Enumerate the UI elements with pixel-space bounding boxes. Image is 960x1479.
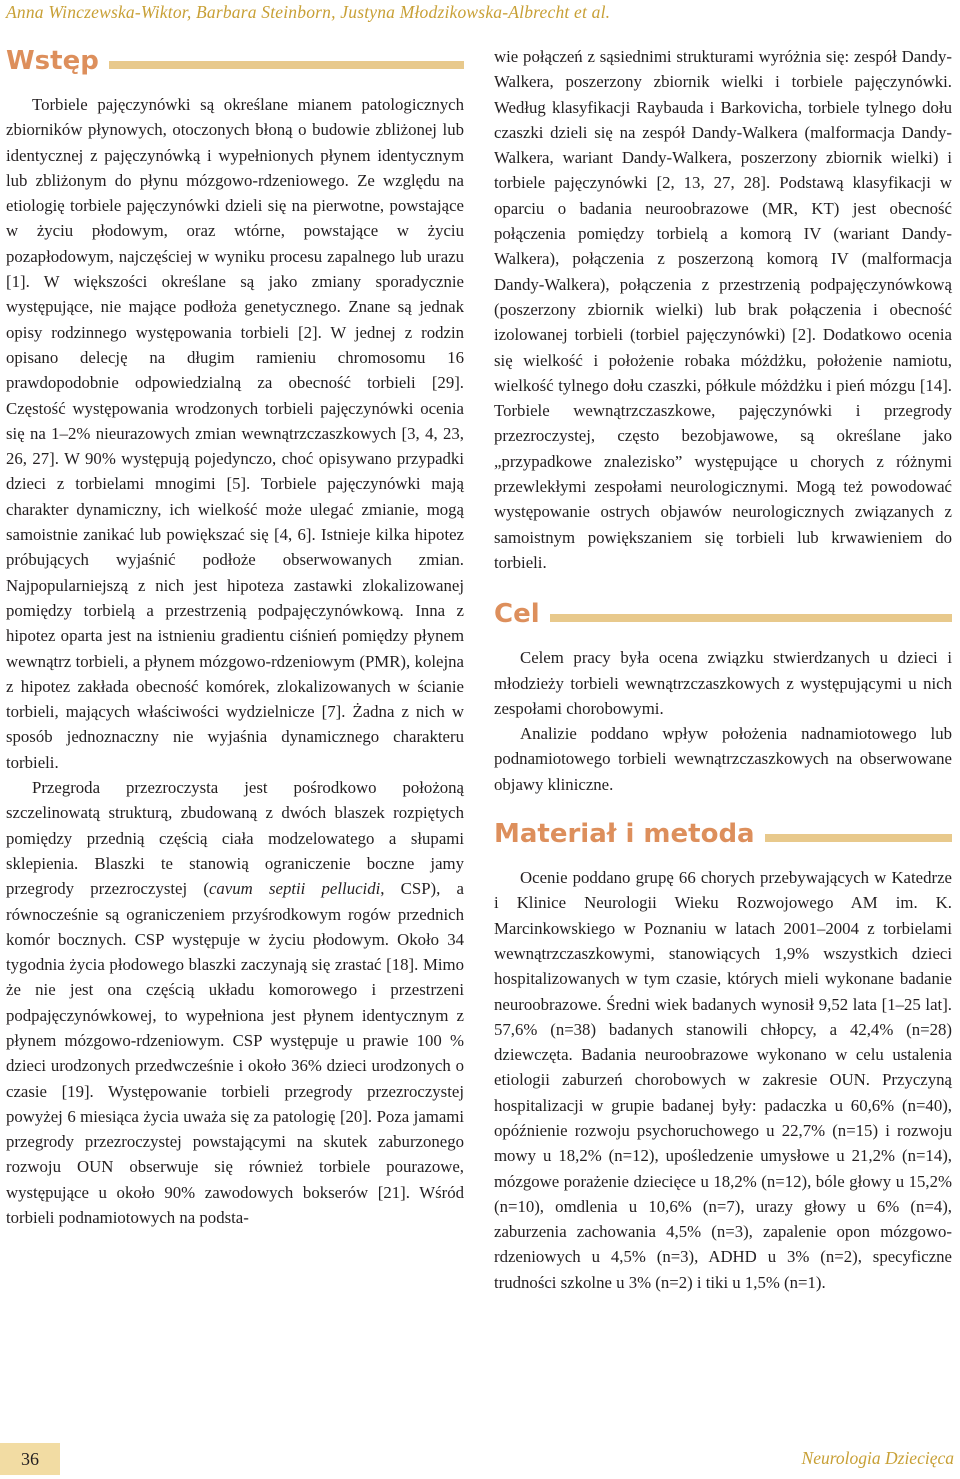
- section-heading-material: [494, 817, 952, 851]
- page-number: 36: [0, 1443, 60, 1475]
- section-title: Materiał i metoda: [494, 819, 755, 850]
- paragraph: Ocenie poddano grupę 66 chorych przebywających w Katedrze i Klinice Neurologii Wieku Rozwojowego AM im. K. Marcinkowskiego w Poznaniu w latach 2001–2004 z torbielami wewnątrzczaszkowymi, stanowiących 1,9% wszystkich dzieci hospitalizowanych w tym czasie, których mieli wykonane badanie neuroobrazowe. Średni wiek badanych wynosił 9,52 lata [1–25 lat]. 57,6% (n=38) badanych stanowili chłopcy, a 42,4% (n=28) dziewczęta. Badania neuroobrazowe wykonano w celu ustalenia etiologii zaburzeń chorobowych w zakresie OUN. Przyczyną hospitalizacji w grupie badanej były: padaczka u 60,6% (n=40), opóźnienie rozwoju psychoruchowego u 22,7% (n=15) i rozwoju mowy u 18,2% (n=12), upośledzenie umysłowe u 21,2% (n=14), mózgowe porażenie dziecięce u 18,2% (n=12), bóle głowy u 15,2% (n=10), omdlenia u 10,6% (n=7), urazy głowy u 6% (n=4), zaburzenia zachowania 4,5% (n=3), zapalenie opon mózgowo-rdzeniowych u 4,5% (n=3), ADHD u 3% (n=2), specyficzne trudności szkolne u 3% (n=2) i tiki u 1,5% (n=1).: [494, 868, 952, 1292]
- heading-rule: [550, 614, 952, 622]
- right-column: [494, 44, 952, 1295]
- section-title: Cel: [494, 599, 540, 630]
- text-run: Przegroda przezroczysta jest pośrodkowo położoną szczelinowatą strukturą, zbudowaną z dwóch blaszek rozpiętych pomiędzy przednią częścią ciała modzelowatego a słupami sklepienia. Blaszki te stanowią ograniczenie boczne jamy przegrody przezroczystej (: [6, 778, 464, 899]
- paragraph: Torbiele pajęczynówki są określane mianem patologicznych zbiorników płynowych, otoczonych błoną o budowie zbliżonej lub identycznej z pajęczynówką i wypełnionych płynem identycznym lub zbliżonym do płynu mózgowo-rdzeniowego. Ze względu na etiologię torbiele pajęczynówki dzieli się na pierwotne, powstające w życiu płodowym, oraz wtórne, powstające w życiu pozapłodowym, najczęściej w wyniku procesu zapalnego lub urazu [1]. W większości określane są jako zmiany sporadycznie występujące, nie mające podłoża genetycznego. Znane są jednak opisy rodzinnego występowania torbieli [2]. W jednej z rodzin opisano delecję na długim ramieniu chromosomu 16 prawdopodobnie odpowiedzialną za obecność torbieli [29]. Częstość występowania wrodzonych torbieli pajęczynówki ocenia się na 1–2% nieurazowych zmian wewnątrzczaszkowych [3, 4, 23, 26, 27]. W 90% występują pojedynczo, choć opisywano przypadki dzieci z torbielami mnogimi [5]. Torbiele pajęczynówki mają charakter dynamiczny, ich wielkość może ulegać zmianie, mogą samoistnie zanikać lub powiększać się [4, 6]. Istnieje kilka hipotez próbujących wyjaśnić podłoże obserwowanych zmian. Najpopularniejszą z nich jest hipoteza zastawki zlokalizowanej pomiędzy torbielą a przestrzenią podpajęczynówkową. Inna z hipotez oparta jest na istnieniu gradientu ciśnień pomiędzy płynem wewnątrz torbieli, a płynem mózgowo-rdzeniowym (PMR), kolejna z hipotez zakłada obecność komórek, zlokalizowanych w ścianie torbieli, mających właściwości wydzielnicze [7]. Żadna z nich w sposób jednoznaczny nie wyjaśnia dynamicznego charakteru torbieli.: [6, 95, 464, 772]
- journal-name: Neurologia Dziecięca: [801, 1448, 954, 1468]
- section-title: Wstęp: [6, 46, 99, 76]
- left-column: [6, 44, 464, 1230]
- paragraph: wie połączeń z sąsiednimi strukturami wyróżnia się: zespół Dandy-Walkera, poszerzony zbiornik wielki i torbiele pajęczynówki. Według klasyfikacji Raybauda i Barkovicha, torbiele tylnego dołu czaszki dzieli się na zespół Dandy-Walkera (malformacja Dandy-Walkera, wariant Dandy-Walkera, poszerzony zbiornik wielki) i torbiele pajęczynówki [2, 13, 27, 28]. Podstawą klasyfikacji w oparciu o badania neuroobrazowe (MR, KT) jest obecność połączenia pomiędzy torbielą a komorą IV (wariant Dandy-Walkera), połączenia z poszerzoną komorą IV (malformacja Dandy-Walkera), połączenia z przestrzenią podpajęczynówkową (poszerzony zbiornik wielki) lub brak połączenia i obecność izolowanej torbieli (torbiel pajęczynówki) [2]. Dodatkowo ocenia się wielkość i położenie robaka móżdżku, położenie namiotu, wielkość tylnego dołu czaszki, półkule móżdżku i pień mózgu [14]. Torbiele wewnątrzczaszkowe, pajęczynówki i przegrody przezroczystej, często bezobjawowe, są określane jako „przypadkowe znalezisko” występujące u chorych z różnymi przewlekłymi zespołami neurologicznymi. Mogą też powodować występowanie ostrych objawów neurologicznych związanych z samoistnym powiększaniem się torbieli lub krwawieniem do torbieli.: [494, 47, 952, 572]
- section-heading-cel: [494, 597, 952, 631]
- heading-rule: [109, 61, 464, 69]
- paragraph: Celem pracy była ocena związku stwierdzanych u dzieci i młodzieży torbieli wewnątrzczaszkowych z występującymi u nich zespołami chorobowymi.: [494, 648, 952, 718]
- continued-paragraph: [494, 44, 952, 575]
- running-header-authors: Anna Winczewska-Wiktor, Barbara Steinborn, Justyna Młodzikowska-Albrecht et al.: [6, 2, 611, 22]
- heading-rule: [765, 834, 952, 842]
- section-heading-wstep: [6, 44, 464, 78]
- paragraph: Analizie poddano wpływ położenia nadnamiotowego lub podnamiotowego torbieli wewnątrzczaszkowych na obserwowane objawy kliniczne.: [494, 724, 952, 794]
- text-run: , CSP), a równocześnie są ograniczeniem przyśrodkowym rogów przednich komór bocznych. CSP występuje w życiu płodowym. Około 34 tygodnia życia płodowego blaszki zaczynają się zrastać [18]. Mimo że nie jest ona częścią układu komorowego i przestrzeni podpajęczynówkowej, to wypełniona jest płynem identycznym z płynem mózgowo-rdzeniowym. CSP występuje u prawie 100 % dzieci urodzonych przedwcześnie i około 36% dzieci urodzonych o czasie [19]. Występowanie torbieli przegrody przezroczystej powyżej 6 miesiąca życia uważa się za patologię [20]. Poza jamami przegrody przezroczystej powstającymi na skutek zaburzonego rozwoju OUN obserwuje się również torbiele pourazowe, występujące u około 90% zawodowych bokserów [21]. Wśród torbieli podnamiotowych na podsta-: [6, 879, 464, 1228]
- paragraph: [6, 775, 464, 1230]
- latin-term: cavum septii pellucidi: [208, 879, 381, 899]
